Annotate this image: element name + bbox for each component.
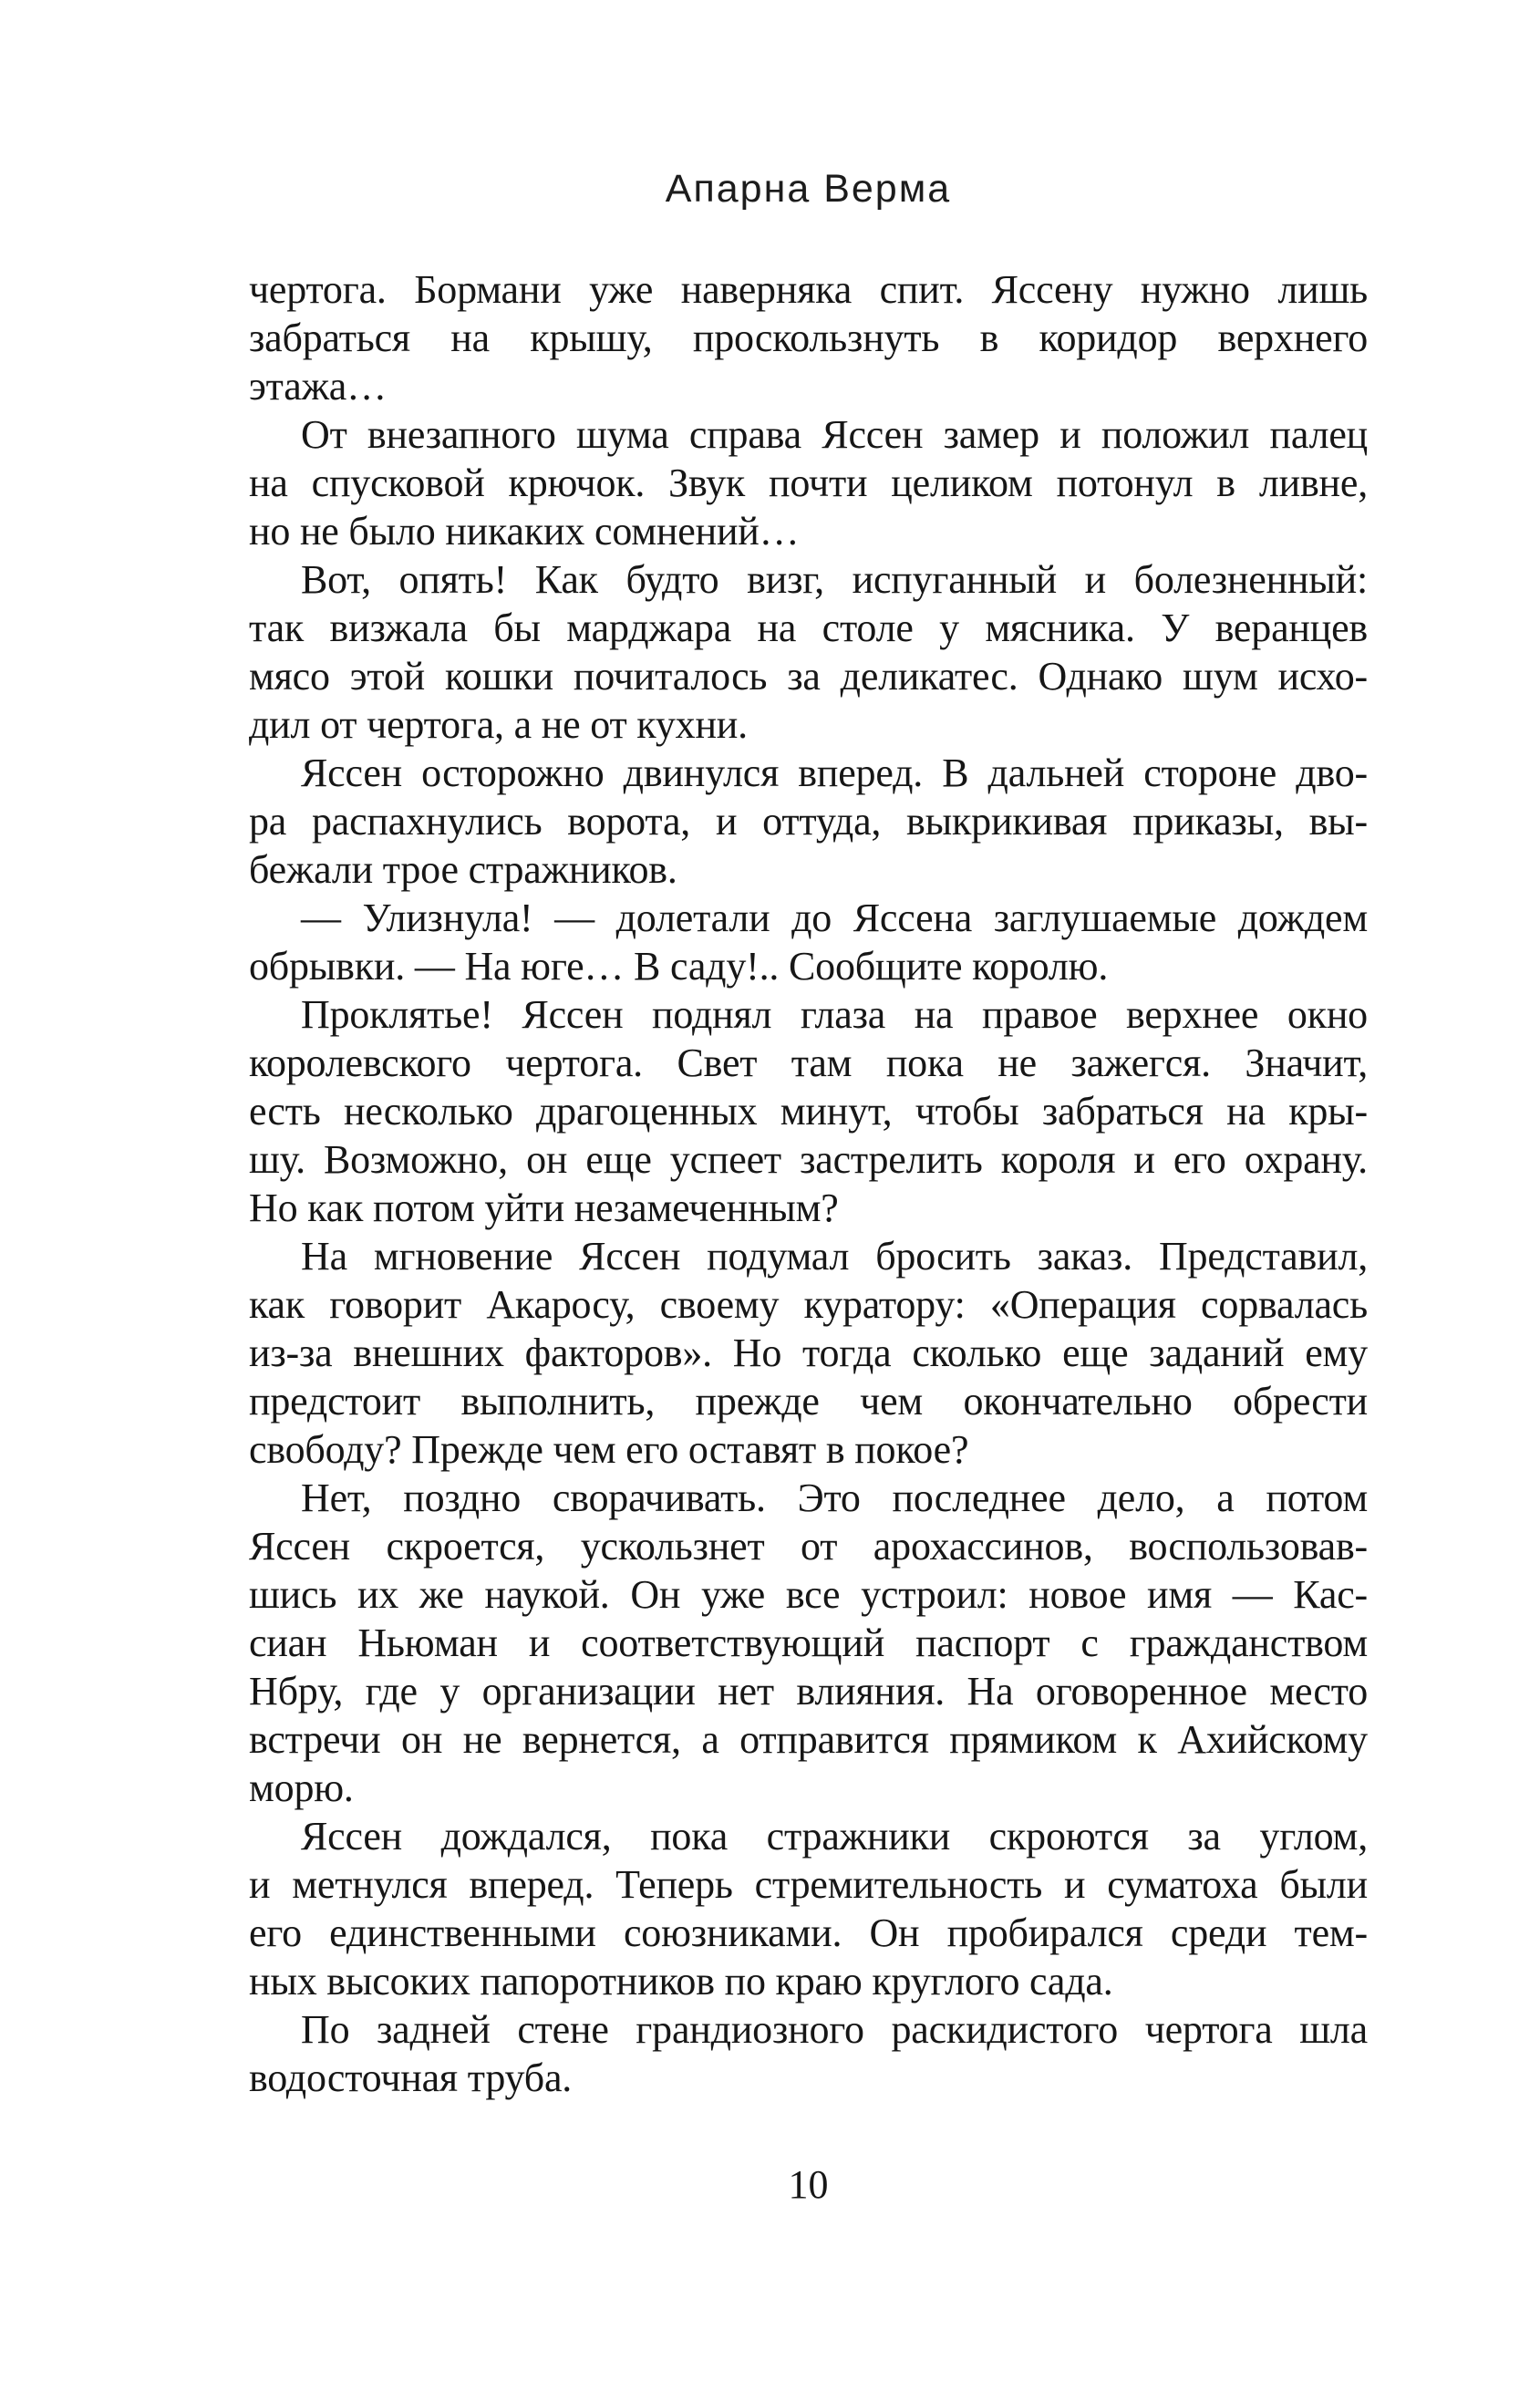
text-line: королевского чертога. Свет там пока не зажегся. Значит, [249, 1041, 1368, 1085]
text-line: водосточная труба. [249, 2055, 573, 2100]
text-line: как говорит Акаросу, своему куратору: «Операция сорвалась [249, 1282, 1368, 1327]
text-line: забраться на крышу, проскользнуть в коридор верхнего [249, 316, 1368, 360]
text-line: шу. Возможно, он еще успеет застрелить короля и его охрану. [249, 1137, 1368, 1182]
text-line: По задней стене грандиозного раскидистого чертога шла [301, 2007, 1368, 2052]
text-line: Вот, опять! Как будто визг, испуганный и болезненный: [301, 557, 1368, 602]
body-text [249, 265, 1368, 2102]
text-line: сиан Ньюман и соответствующий паспорт с гражданством [249, 1621, 1368, 1665]
paragraph [249, 990, 1368, 1232]
text-line: Нбру, где у организации нет влияния. На оговоренное место [249, 1669, 1368, 1714]
text-line: — Улизнула! — долетали до Яссена заглушаемые дождем [301, 896, 1368, 940]
text-line: встречи он не вернется, а отправится прямиком к Ахийскому [249, 1717, 1368, 1762]
text-line: Нет, поздно сворачивать. Это последнее дело, а потом [301, 1476, 1368, 1520]
text-line: этажа… [249, 364, 387, 409]
text-line: шись их же наукой. Он уже все устроил: новое имя — Кас- [249, 1572, 1368, 1617]
paragraph [249, 410, 1368, 555]
text-line: но не было никаких сомнений… [249, 509, 800, 554]
text-line: свободу? Прежде чем его оставят в покое? [249, 1427, 969, 1472]
text-line: так визжала бы марджара на столе у мясника. У веранцев [249, 606, 1368, 650]
text-line: его единственными союзниками. Он пробирался среди тем- [249, 1910, 1368, 1955]
running-header: Апарна Верма [665, 167, 952, 211]
text-line: От внезапного шума справа Яссен замер и положил палец [301, 412, 1368, 457]
text-line: бежали трое стражников. [249, 847, 677, 892]
text-line: Яссен осторожно двинулся вперед. В дальней стороне дво- [301, 751, 1368, 795]
text-line: предстоит выполнить, прежде чем окончательно обрести [249, 1379, 1368, 1424]
paragraph [249, 749, 1368, 894]
text-line: На мгновение Яссен подумал бросить заказ. Представил, [301, 1234, 1368, 1279]
paragraph [249, 265, 1368, 410]
text-line: ных высоких папоротников по краю круглого сада. [249, 1959, 1113, 2004]
text-line: Но как потом уйти незамеченным? [249, 1186, 839, 1230]
text-line: есть несколько драгоценных минут, чтобы забраться на кры- [249, 1089, 1368, 1134]
text-line: мясо этой кошки почиталось за деликатес. Однако шум исхо- [249, 654, 1368, 699]
text-line: морю. [249, 1766, 354, 1810]
text-line: дил от чертога, а не от кухни. [249, 702, 748, 747]
text-line: ра распахнулись ворота, и оттуда, выкрикивая приказы, вы- [249, 799, 1368, 844]
text-line: обрывки. — На юге… В саду!.. Сообщите королю. [249, 944, 1109, 989]
text-line: и метнулся вперед. Теперь стремительность и суматоха были [249, 1862, 1368, 1907]
text-line: из-за внешних факторов». Но тогда сколько еще заданий ему [249, 1331, 1368, 1375]
paragraph [249, 1812, 1368, 2005]
text-line: Яссен дождался, пока стражники скроются за углом, [301, 1814, 1368, 1859]
paragraph [249, 2005, 1368, 2102]
paragraph [249, 1474, 1368, 1812]
text-line: чертога. Бормани уже наверняка спит. Яссену нужно лишь [249, 267, 1368, 312]
page-number: 10 [788, 2162, 829, 2207]
paragraph [249, 555, 1368, 749]
paragraph [249, 1232, 1368, 1474]
text-line: на спусковой крючок. Звук почти целиком потонул в ливне, [249, 461, 1368, 505]
text-line: Яссен скроется, ускользнет от арохассинов, воспользовав- [249, 1524, 1368, 1569]
paragraph [249, 894, 1368, 990]
text-line: Проклятье! Яссен поднял глаза на правое верхнее окно [301, 992, 1368, 1037]
